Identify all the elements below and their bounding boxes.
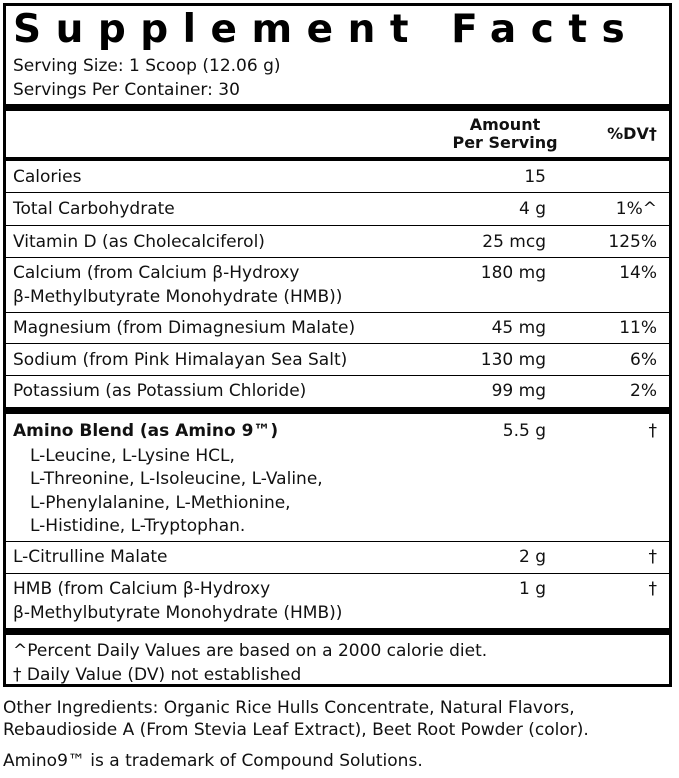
row-divider: [6, 225, 669, 226]
blend-amount: 5.5 g: [502, 421, 546, 441]
row-divider: [6, 375, 669, 376]
row-divider: [6, 312, 669, 313]
nutrient-name: Calcium (from Calcium β-Hydroxy: [13, 263, 300, 283]
nutrient-dv: 11%: [619, 318, 657, 338]
other-ingredients: Other Ingredients: Organic Rice Hulls Concentrate, Natural Flavors, Rebaudioside A (From Stevia Leaf Extract), Beet Root Powder (color).: [3, 698, 589, 740]
nutrient-name: Magnesium (from Dimagnesium Malate): [13, 318, 356, 338]
nutrient-name: Calories: [13, 167, 82, 187]
nutrient-name: Vitamin D (as Cholecalciferol): [13, 232, 265, 252]
nutrient-amount: 4 g: [518, 199, 546, 219]
nutrient-name-line2: β-Methylbutyrate Monohydrate (HMB)): [13, 287, 343, 307]
trademark-note: Amino9™ is a trademark of Compound Solutions.: [3, 751, 423, 771]
nutrient-amount: 99 mg: [491, 381, 546, 401]
blend-component: L-Histidine, L-Tryptophan.: [30, 516, 246, 536]
thick-divider: [6, 104, 669, 111]
ingredient-name: HMB (from Calcium β-Hydroxy: [13, 579, 271, 599]
thick-divider: [6, 407, 669, 414]
nutrient-dv: 14%: [619, 263, 657, 283]
nutrient-dv: 1%^: [615, 199, 657, 219]
nutrient-amount: 130 mg: [480, 350, 546, 370]
blend-component: L-Threonine, L-Isoleucine, L-Valine,: [30, 469, 323, 489]
blend-component: L-Phenylalanine, L-Methionine,: [30, 493, 291, 513]
amount-header: Amount Per Serving: [452, 115, 558, 152]
nutrient-amount: 180 mg: [480, 263, 546, 283]
ingredient-dv: †: [648, 547, 657, 567]
nutrient-name: Total Carbohydrate: [13, 199, 175, 219]
dv-header: %DV†: [607, 124, 657, 143]
ingredient-amount: 1 g: [518, 579, 546, 599]
blend-dv: †: [648, 421, 657, 441]
row-divider: [6, 192, 669, 193]
servings-per-container: Servings Per Container: 30: [13, 80, 240, 100]
nutrient-dv: 125%: [608, 232, 657, 252]
header-divider: [6, 157, 669, 161]
supplement-facts-panel: [3, 3, 672, 687]
ingredient-name-line2: β-Methylbutyrate Monohydrate (HMB)): [13, 603, 343, 623]
row-divider: [6, 541, 669, 542]
row-divider: [6, 343, 669, 344]
nutrient-name: Sodium (from Pink Himalayan Sea Salt): [13, 350, 348, 370]
blend-name: Amino Blend (as Amino 9™): [13, 421, 279, 441]
footnote-not-established: † Daily Value (DV) not established: [13, 665, 302, 685]
nutrient-amount: 25 mcg: [482, 232, 546, 252]
footnote-dv: ^Percent Daily Values are based on a 2000 calorie diet.: [13, 641, 488, 661]
row-divider: [6, 573, 669, 574]
nutrient-dv: 6%: [630, 350, 657, 370]
serving-size: Serving Size: 1 Scoop (12.06 g): [13, 56, 281, 76]
blend-component: L-Leucine, L-Lysine HCL,: [30, 446, 235, 466]
ingredient-amount: 2 g: [518, 547, 546, 567]
ingredient-name: L-Citrulline Malate: [13, 547, 168, 567]
nutrient-amount: 15: [524, 167, 546, 187]
nutrient-amount: 45 mg: [491, 318, 546, 338]
ingredient-dv: †: [648, 579, 657, 599]
row-divider: [6, 257, 669, 258]
thick-divider: [6, 628, 669, 635]
nutrient-dv: 2%: [630, 381, 657, 401]
panel-title: Supplement Facts: [13, 7, 640, 52]
nutrient-name: Potassium (as Potassium Chloride): [13, 381, 307, 401]
